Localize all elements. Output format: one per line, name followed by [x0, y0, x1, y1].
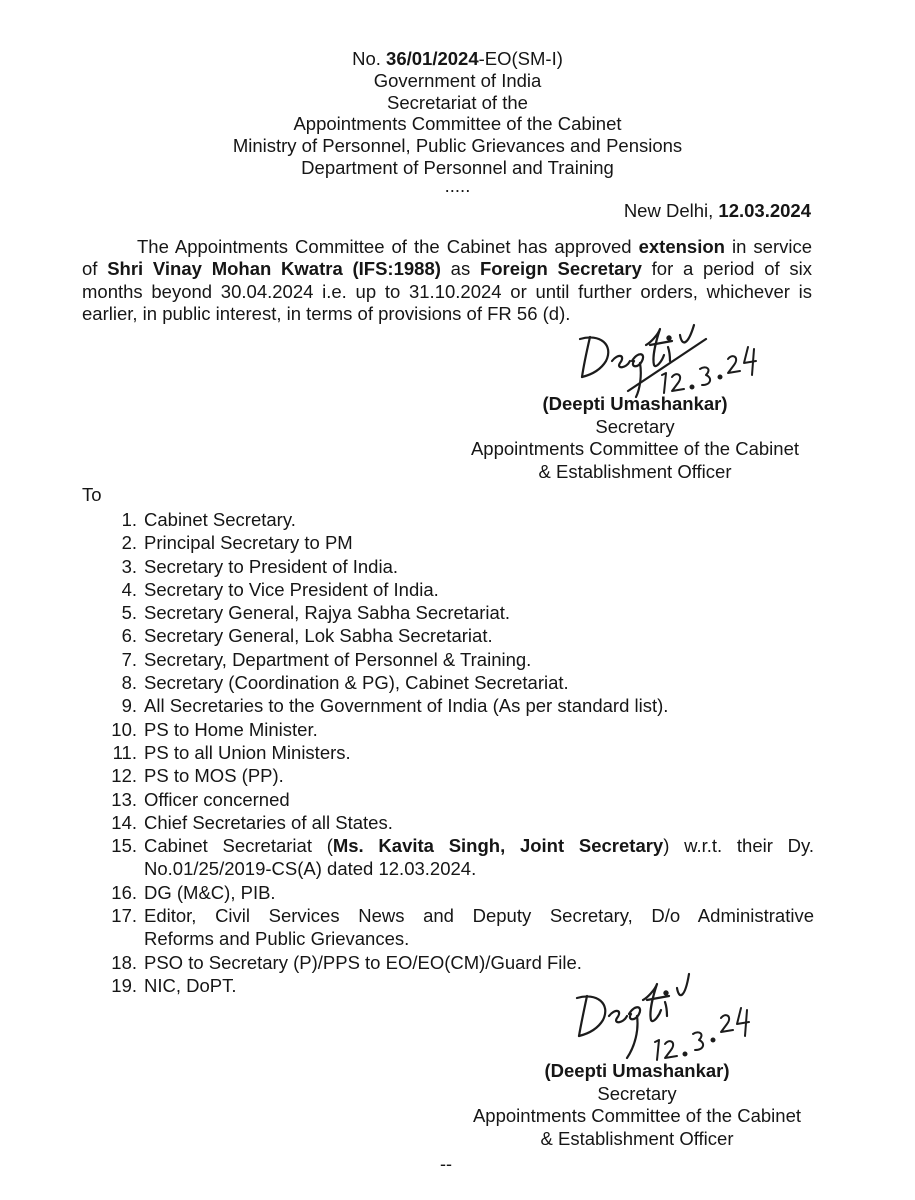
list-item: 10. PS to Home Minister.	[111, 718, 318, 740]
header-line-secretariat: Secretariat of the	[387, 91, 528, 113]
paragraph-line-2: of Shri Vinay Mohan Kwatra (IFS:1988) as Foreign Secretary for a period of six	[82, 258, 812, 280]
document-header	[0, 48, 915, 201]
list-item: 4. Secretary to Vice President of India.	[121, 578, 439, 600]
paragraph-line-1: The Appointments Committee of the Cabinet has approved extension in service	[137, 236, 813, 257]
header-dots: .....	[444, 174, 471, 196]
list-item: 16. DG (M&C), PIB.	[111, 881, 276, 903]
list-item: 7. Secretary, Department of Personnel & Training.	[121, 648, 532, 670]
list-item: 3. Secretary to President of India.	[121, 555, 398, 577]
distribution-list	[82, 508, 814, 997]
handwritten-signature-2	[565, 970, 785, 1070]
signatory-title: Secretary	[597, 1082, 677, 1104]
signatory-role: & Establishment Officer	[540, 1127, 734, 1149]
list-item-continuation: Reforms and Public Grievances.	[144, 928, 410, 950]
list-item: 11. PS to all Union Ministers.	[112, 741, 351, 763]
signatory-role: & Establishment Officer	[538, 460, 732, 482]
signatory-block-1	[458, 393, 812, 483]
paragraph-line-3: months beyond 30.04.2024 i.e. up to 31.10.2024 or until further orders, whichever is	[82, 280, 812, 302]
list-item: 9. All Secretaries to the Government of India (As per standard list).	[121, 695, 669, 717]
order-number: No. 36/01/2024-EO(SM-I)	[352, 48, 563, 69]
list-item: 14. Chief Secretaries of all States.	[111, 811, 393, 833]
issue-date: New Delhi, 12.03.2024	[623, 200, 811, 221]
list-item: 6. Secretary General, Lok Sabha Secretariat.	[121, 625, 493, 647]
list-item: 13. Officer concerned	[111, 788, 290, 810]
signatory-title: Secretary	[595, 415, 675, 437]
signatory-organisation: Appointments Committee of the Cabinet	[470, 438, 800, 459]
header-line-ministry: Ministry of Personnel, Public Grievances and Pensions	[232, 135, 683, 157]
signatory-name: (Deepti Umashankar)	[542, 393, 728, 414]
signatory-name: (Deepti Umashankar)	[544, 1060, 730, 1081]
header-line-committee: Appointments Committee of the Cabinet	[293, 113, 622, 135]
handwritten-signature-1	[560, 305, 780, 400]
paragraph-line-4: earlier, in public interest, in terms of provisions of FR 56 (d).	[82, 302, 571, 324]
list-item: 5. Secretary General, Rajya Sabha Secretariat.	[121, 602, 511, 624]
list-item: 12. PS to MOS (PP).	[111, 765, 284, 787]
list-item: 2. Principal Secretary to PM	[121, 532, 353, 554]
list-item: 8. Secretary (Coordination & PG), Cabinet Secretariat.	[121, 672, 569, 694]
list-item: 15. Cabinet Secretariat (Ms. Kavita Singh, Joint Secretary) w.r.t. their Dy.	[111, 835, 815, 857]
list-item: 18. PSO to Secretary (P)/PPS to EO/EO(CM)/Guard File.	[111, 951, 582, 973]
end-mark: --	[440, 1154, 452, 1174]
header-line-department: Department of Personnel and Training	[301, 156, 614, 178]
to-label: To	[82, 484, 102, 505]
list-item: 17. Editor, Civil Services News and Deputy Secretary, D/o Administrative	[111, 905, 814, 927]
signatory-block-2	[460, 1060, 814, 1150]
list-item: 19. NIC, DoPT.	[111, 974, 237, 996]
header-line-government: Government of India	[373, 69, 542, 91]
list-item: 1. Cabinet Secretary.	[121, 509, 296, 530]
list-item-continuation: No.01/25/2019-CS(A) dated 12.03.2024.	[144, 858, 477, 880]
signatory-organisation: Appointments Committee of the Cabinet	[472, 1105, 802, 1126]
